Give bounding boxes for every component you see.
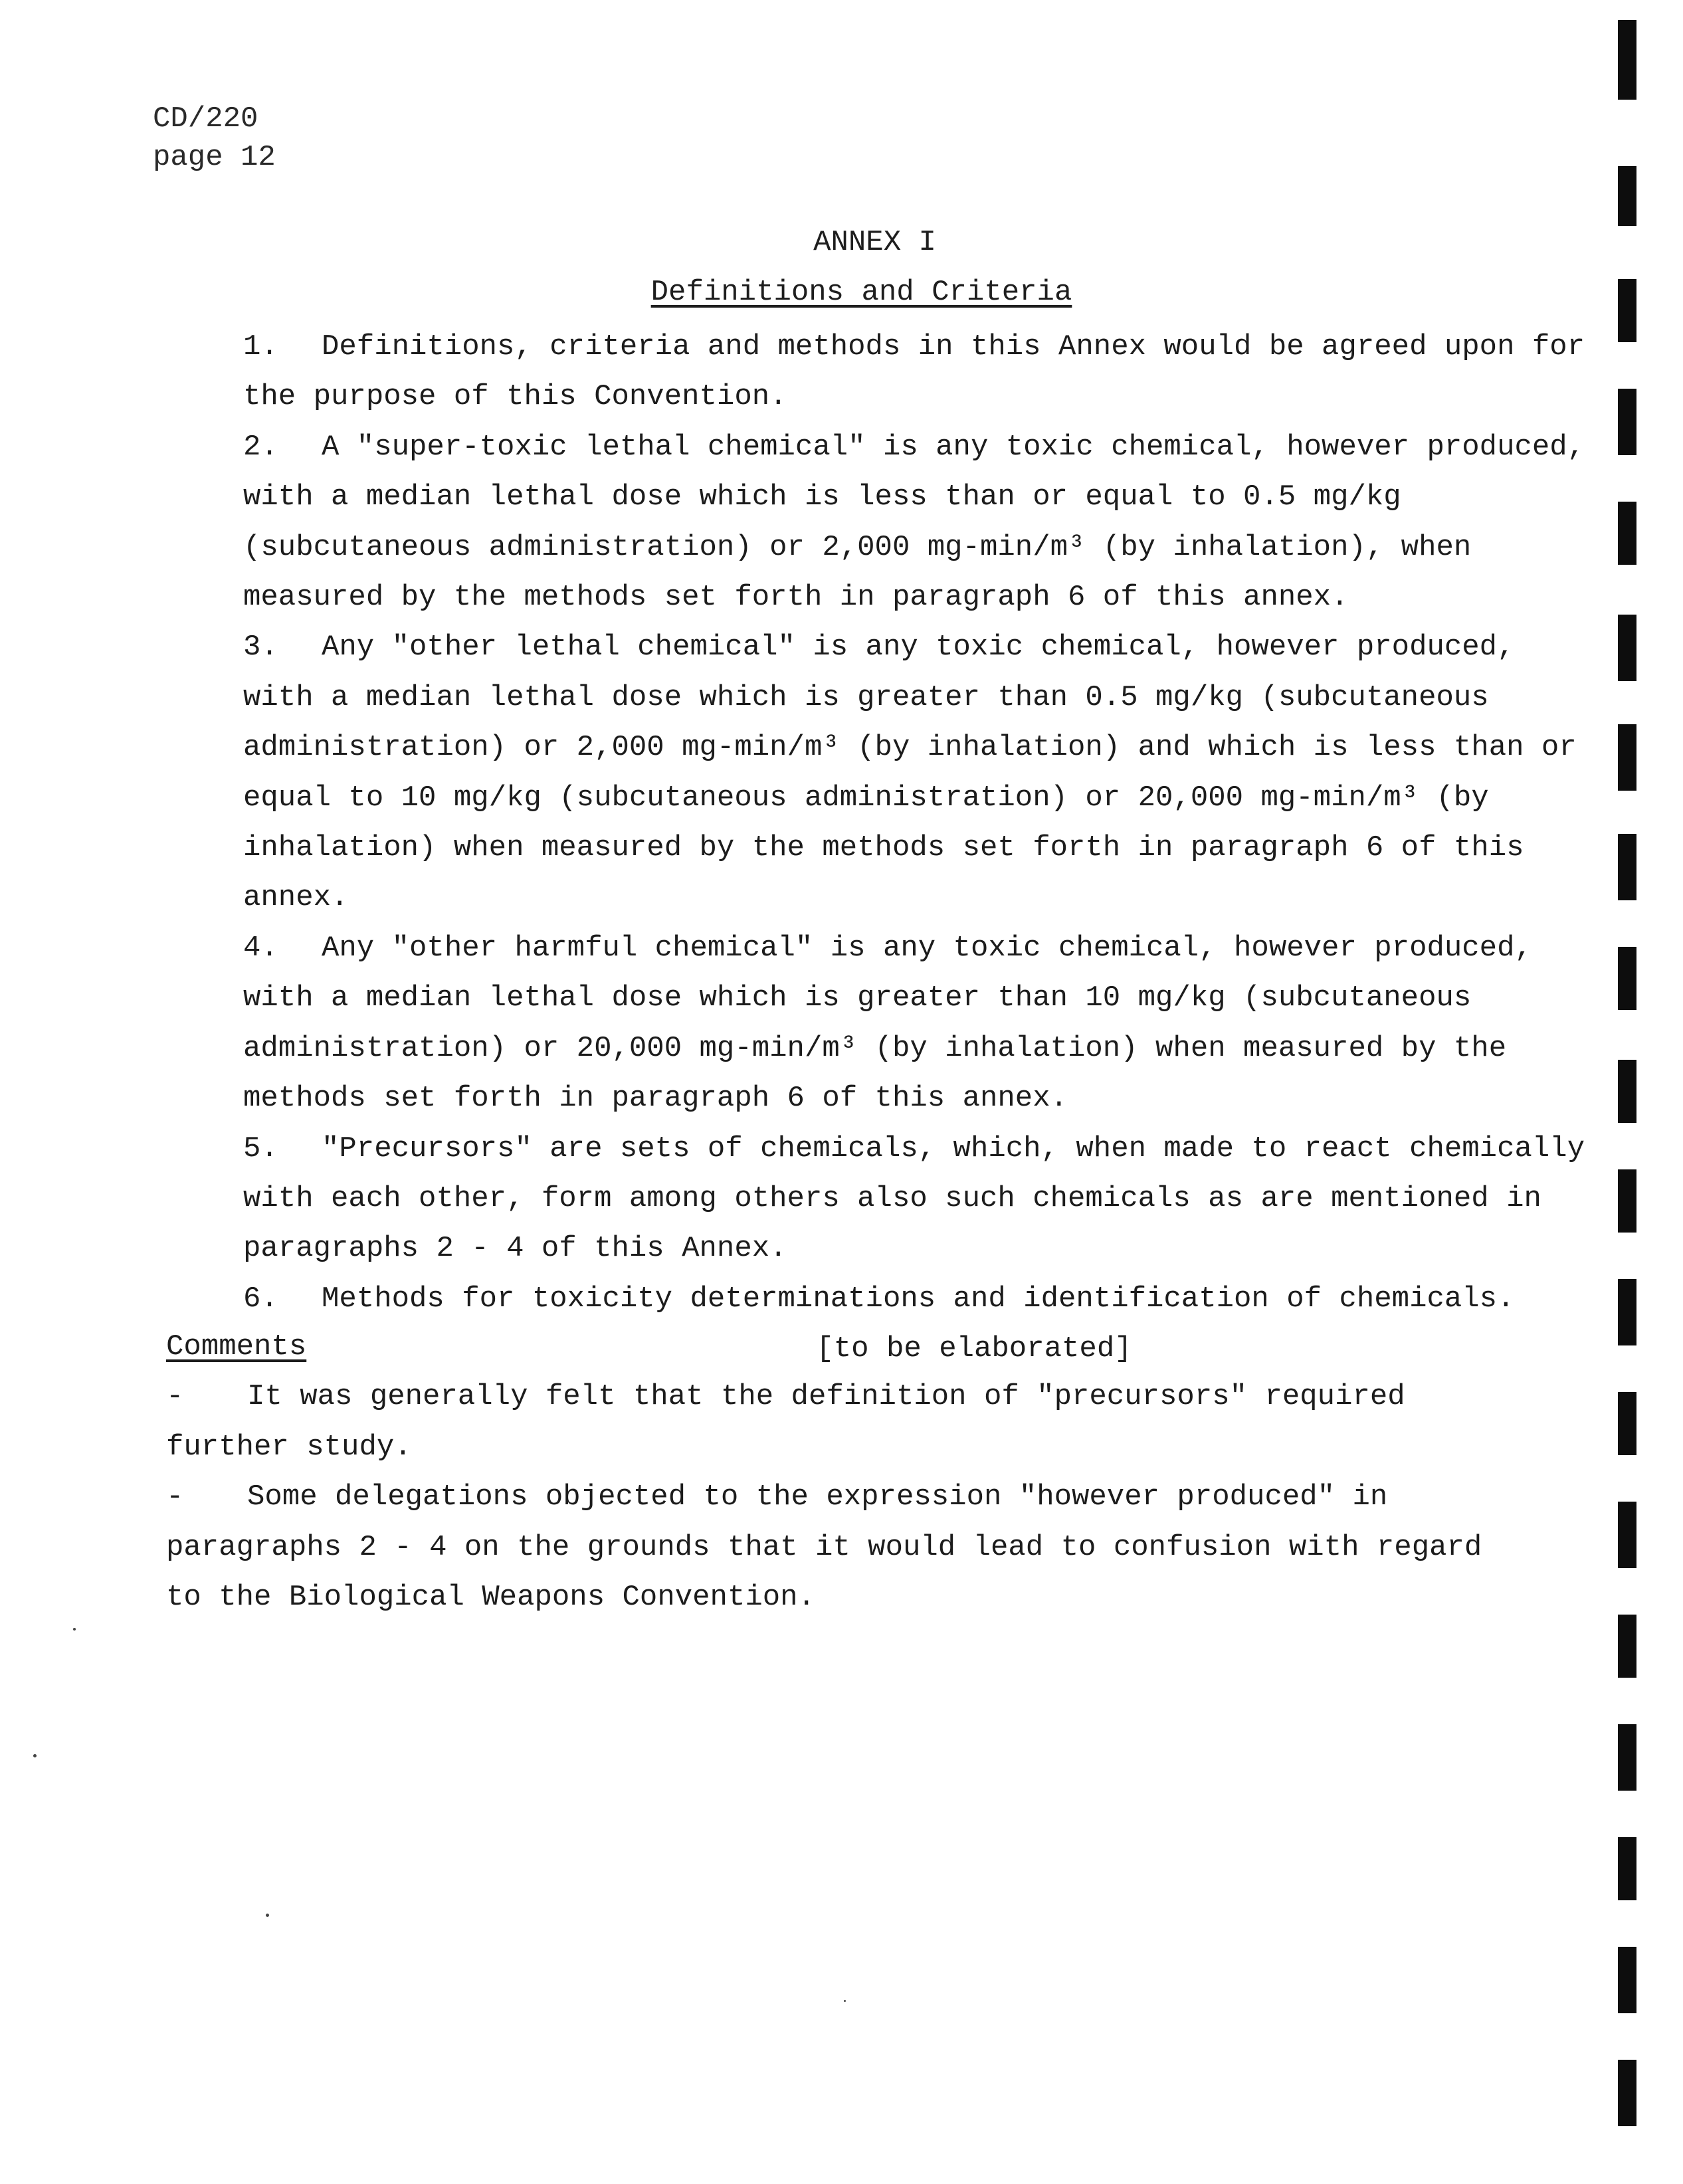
paragraph-number: 3. (243, 631, 278, 664)
document-header (153, 100, 276, 177)
paragraph-text: Any "other lethal chemical" is any toxic chemical, however produced, with a median lethal dose which is greater than 0.5 mg/kg (subcutaneous administration) or 2,000 mg-min/m³ (by inhalation) and which is less than or equal to 10 mg/kg (subcutaneous administration) or 20,000 mg-min/m³ (by inhalation) when measured by the methods set forth in paragraph 6 of this annex. (243, 631, 1577, 915)
paragraph-number: 2. (243, 430, 278, 464)
punch-mark (1618, 1392, 1636, 1455)
punch-mark (1618, 1947, 1636, 2013)
punch-mark (1618, 947, 1636, 1010)
paragraph-text: Definitions, criteria and methods in this Annex would be agreed upon for the purpose of this Convention. (243, 330, 1585, 414)
paragraph-text: Any "other harmful chemical" is any toxic chemical, however produced, with a median lethal dose which is greater than 10 mg/kg (subcutaneous administration) or 20,000 mg-min/m³ (by inhalation) when measured by the methods set forth in paragraph 6 of this annex. (243, 931, 1532, 1116)
punch-mark (1618, 166, 1636, 226)
punch-mark (1618, 1837, 1636, 1900)
page-number: page 12 (153, 141, 276, 174)
paragraph-6 (243, 1274, 1585, 1324)
scan-speck (844, 2000, 846, 2002)
comments-heading: Comments (166, 1330, 307, 1363)
paragraph-number: 6. (243, 1282, 278, 1316)
punch-mark (1618, 834, 1636, 900)
punch-mark (1618, 615, 1636, 681)
annex-body (243, 322, 1585, 1375)
punch-mark (1618, 724, 1636, 791)
comment-text: Some delegations objected to the expression "however produced" in paragraphs 2 - 4 on the grounds that it would lead to confusion with regard to the Biological Weapons Convention. (166, 1480, 1482, 1615)
paragraph-text: A "super-toxic lethal chemical" is any toxic chemical, however produced, with a median lethal dose which is less than or equal to 0.5 mg/kg (subcutaneous administration) or 2,000 mg-min/m³ (by inhalation), when measured by the methods set forth in paragraph 6 of this annex. (243, 430, 1585, 615)
paragraph-text: Methods for toxicity determinations and identification of chemicals. (322, 1282, 1515, 1316)
binding-punch-marks (1618, 0, 1638, 2184)
scan-speck (73, 1628, 76, 1631)
punch-mark (1618, 1502, 1636, 1568)
scan-speck (266, 1914, 269, 1917)
annex-subtitle: Definitions and Criteria (650, 276, 1072, 309)
punch-mark (1618, 2060, 1636, 2126)
paragraph-number: 5. (243, 1132, 278, 1165)
comments-section (166, 1322, 1528, 1623)
paragraph-number: 4. (243, 931, 278, 965)
punch-mark (1618, 1169, 1636, 1233)
punch-mark (1618, 20, 1636, 100)
paragraph-5 (243, 1124, 1585, 1274)
annex-subtitle-wrapper (20, 276, 1683, 309)
paragraph-4 (243, 924, 1585, 1124)
paragraph-number: 1. (243, 330, 278, 363)
scan-speck (33, 1754, 37, 1757)
paragraph-1 (243, 322, 1585, 423)
punch-mark (1618, 279, 1636, 342)
comment-dash: - (166, 1480, 184, 1514)
paragraph-text: "Precursors" are sets of chemicals, which, when made to react chemically with each other, form among others also such chemicals as are mentioned in paragraphs 2 - 4 of this Annex. (243, 1132, 1585, 1266)
elaboration-note: [to be elaborated] (816, 1332, 1132, 1366)
punch-mark (1618, 1060, 1636, 1123)
paragraph-2 (243, 423, 1585, 623)
punch-mark (1618, 1279, 1636, 1345)
annex-title: ANNEX I (813, 226, 936, 259)
punch-mark (1618, 502, 1636, 565)
paragraph-3 (243, 623, 1585, 923)
punch-mark (1618, 1615, 1636, 1678)
punch-mark (1618, 1724, 1636, 1791)
comment-text: It was generally felt that the definition of "precursors" required further study. (166, 1380, 1405, 1464)
comment-dash: - (166, 1380, 184, 1414)
comment-item (166, 1472, 1528, 1623)
comment-item (166, 1372, 1528, 1472)
punch-mark (1618, 389, 1636, 455)
document-code: CD/220 (153, 102, 258, 136)
